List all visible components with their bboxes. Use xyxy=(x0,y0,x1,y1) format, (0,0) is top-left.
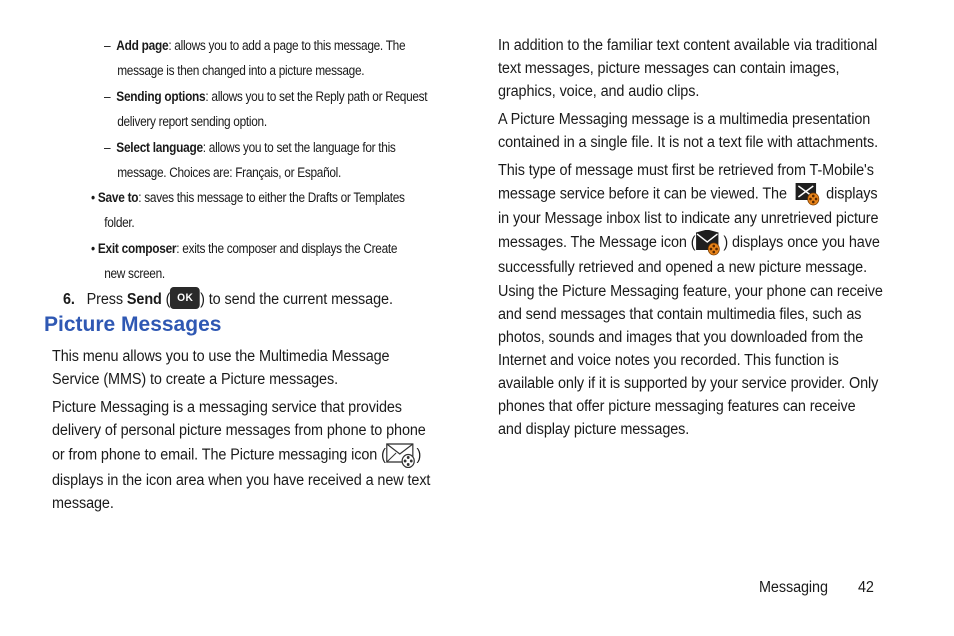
text-line: phones that offer picture messaging features can receive xyxy=(498,398,856,415)
sub-item-title: Sending options xyxy=(116,89,206,104)
text-line: successfully retrieved and opened a new picture message. xyxy=(498,259,867,276)
bullet-dot: • xyxy=(91,190,95,205)
footer-section: Messaging xyxy=(759,579,828,596)
sub-item-desc: : allows you to add a page to this message. The xyxy=(168,38,406,53)
sub-item-select-language xyxy=(104,135,396,185)
right-paragraph-4 xyxy=(498,280,883,441)
text-line: This type of message must first be retrieved from T-Mobile's xyxy=(498,162,874,179)
left-paragraph-2 xyxy=(52,396,430,515)
bullet-desc: folder. xyxy=(104,215,135,230)
text-line: A Picture Messaging message is a multimedia presentation xyxy=(498,111,871,128)
sub-item-title: Select language xyxy=(116,140,203,155)
text-line: displays in the icon area when you have received a new text xyxy=(52,472,431,489)
bullet-desc: : saves this message to either the Drafts or Templates xyxy=(138,190,405,205)
text-line: delivery of personal picture messages from phone to phone xyxy=(52,422,426,439)
text-line: available only if it is supported by your service provider. Only xyxy=(498,375,879,392)
step-text: ( xyxy=(161,291,171,308)
text-span: displays xyxy=(826,185,878,203)
bullet-title: Exit composer xyxy=(97,241,177,256)
bullet-save-to xyxy=(91,185,405,235)
sub-item-desc: : allows you to set the Reply path or Request xyxy=(205,89,428,104)
bullet-dot: • xyxy=(91,241,95,256)
picture-message-envelope-icon xyxy=(386,442,417,469)
text-span: messages. The Message icon ( xyxy=(498,234,696,252)
text-span: message service before it can be viewed. The xyxy=(498,185,787,203)
sub-item-desc: delivery report sending option. xyxy=(117,114,267,129)
text-line: message. xyxy=(52,495,114,512)
text-line: This menu allows you to use the Multimedia Message xyxy=(52,348,390,365)
message-icon xyxy=(695,230,723,256)
text-line: In addition to the familiar text content available via traditional xyxy=(498,37,878,54)
step-text: Press xyxy=(86,291,127,308)
dash: – xyxy=(104,89,111,104)
section-heading: Picture Messages xyxy=(44,313,222,336)
page-number: 42 xyxy=(858,579,874,596)
step-number: 6. xyxy=(63,291,75,308)
sub-item-add-page xyxy=(104,33,405,83)
text-line: and send messages that contain multimedia files, such as xyxy=(498,306,862,323)
step-text: ) to send the current message. xyxy=(200,291,393,308)
sub-item-desc: message. Choices are: Français, or Español. xyxy=(117,165,342,180)
dash: – xyxy=(104,38,111,53)
right-paragraph-2 xyxy=(498,108,878,154)
text-line: Internet and voice notes you recorded. This function is xyxy=(498,352,839,369)
text-span: ) displays once you have xyxy=(723,234,880,252)
dash: – xyxy=(104,140,111,155)
text-line: Using the Picture Messaging feature, your phone can receive xyxy=(498,283,883,300)
text-line: and display picture messages. xyxy=(498,421,690,438)
sub-item-sending-options xyxy=(104,84,427,134)
bullet-title: Save to xyxy=(97,190,139,205)
text-line: photos, sounds and images that you downloaded from the xyxy=(498,329,864,346)
text-line xyxy=(52,442,430,469)
right-paragraph-3 xyxy=(498,159,880,279)
send-key-label: Send xyxy=(126,291,162,308)
text-span: ) xyxy=(416,446,422,464)
right-paragraph-1 xyxy=(498,34,877,103)
sub-item-desc: message is then changed into a picture message. xyxy=(117,63,365,78)
text-line: contained in a single file. It is not a text file with attachments. xyxy=(498,134,878,151)
text-line: Picture Messaging is a messaging service that provides xyxy=(52,399,402,416)
ok-button-icon: OK xyxy=(170,287,200,309)
text-line: text messages, picture messages can contain images, xyxy=(498,60,840,77)
text-line xyxy=(498,230,880,256)
left-paragraph-1 xyxy=(52,345,389,391)
text-line: in your Message inbox list to indicate any unretrieved picture xyxy=(498,210,879,227)
text-line xyxy=(498,182,880,207)
text-line: graphics, voice, and audio clips. xyxy=(498,83,700,100)
bullet-desc: new screen. xyxy=(104,266,165,281)
text-line: Service (MMS) to create a Picture messages. xyxy=(52,371,339,388)
sub-item-title: Add page xyxy=(116,38,169,53)
text-span: or from phone to email. The Picture messaging icon ( xyxy=(52,446,386,464)
bullet-desc: : exits the composer and displays the Create xyxy=(176,241,398,256)
unretrieved-picture-message-icon xyxy=(795,182,821,207)
bullet-exit-composer xyxy=(91,236,397,286)
sub-item-desc: : allows you to set the language for this xyxy=(202,140,396,155)
step-6 xyxy=(63,288,393,311)
